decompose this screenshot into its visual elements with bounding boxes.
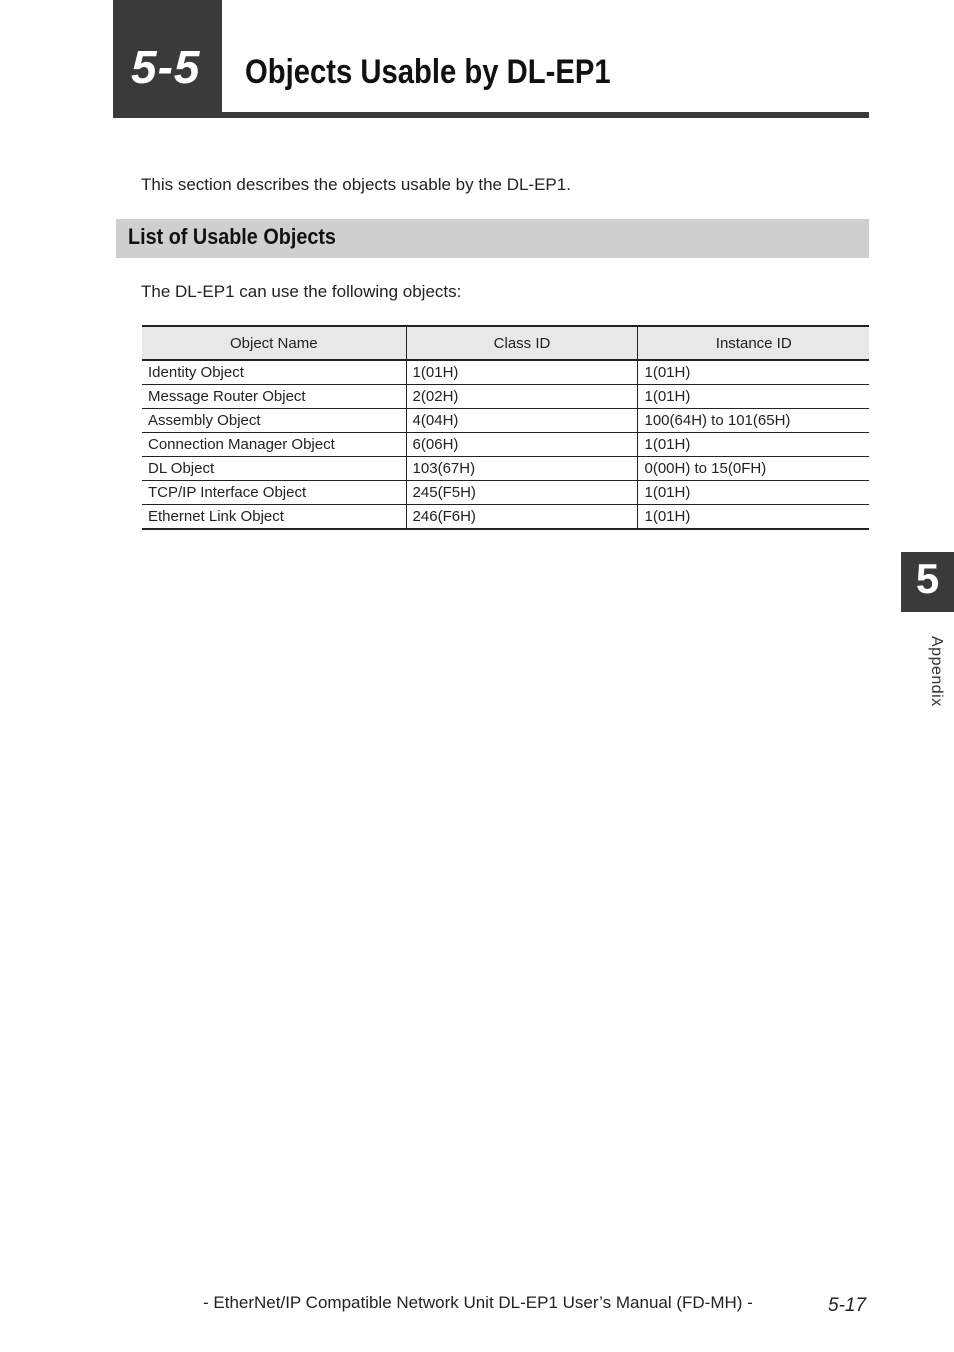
instance-id-cell: 0(00H) to 15(0FH) [638,457,869,481]
side-tab-number: 5 [915,555,940,602]
chapter-side-tab [901,552,954,612]
instance-id-cell: 1(01H) [638,481,869,505]
footer-manual-title: - EtherNet/IP Compatible Network Unit DL-EP1 User’s Manual (FD-MH) - [203,1293,753,1312]
object-name-cell: Assembly Object [142,409,406,433]
class-id-cell: 4(04H) [406,409,638,433]
class-id-cell: 1(01H) [406,360,638,385]
table-row [142,505,869,530]
column-header-instance-id: Instance ID [638,326,869,360]
objects-table [142,325,869,530]
class-id-cell: 103(67H) [406,457,638,481]
table-row [142,385,869,409]
instance-id-cell: 100(64H) to 101(65H) [638,409,869,433]
section-title: List of Usable Objects [128,224,336,249]
object-name-cell: TCP/IP Interface Object [142,481,406,505]
title-underline [222,112,869,118]
table-row [142,409,869,433]
table-row [142,433,869,457]
chapter-number: 5-5 [131,41,201,93]
class-id-cell: 6(06H) [406,433,638,457]
object-name-cell: DL Object [142,457,406,481]
object-name-cell: Ethernet Link Object [142,505,406,530]
object-name-cell: Message Router Object [142,385,406,409]
object-name-cell: Identity Object [142,360,406,385]
table-row [142,481,869,505]
side-tab-label: Appendix [928,636,945,707]
column-header-class-id: Class ID [406,326,638,360]
page-number: 5-17 [828,1295,867,1316]
page-title: Objects Usable by DL-EP1 [245,53,611,91]
object-name-cell: Connection Manager Object [142,433,406,457]
chapter-number-block [113,0,222,118]
table-row [142,360,869,385]
instance-id-cell: 1(01H) [638,360,869,385]
instance-id-cell: 1(01H) [638,505,869,530]
class-id-cell: 245(F5H) [406,481,638,505]
instance-id-cell: 1(01H) [638,433,869,457]
section-heading-bar [116,219,869,258]
class-id-cell: 246(F6H) [406,505,638,530]
intro-text: This section describes the objects usable by the DL-EP1. [141,175,571,194]
class-id-cell: 2(02H) [406,385,638,409]
table-row [142,457,869,481]
instance-id-cell: 1(01H) [638,385,869,409]
table-header-row [142,326,869,360]
column-header-object-name: Object Name [142,326,406,360]
section-intro-text: The DL-EP1 can use the following objects: [141,282,462,301]
